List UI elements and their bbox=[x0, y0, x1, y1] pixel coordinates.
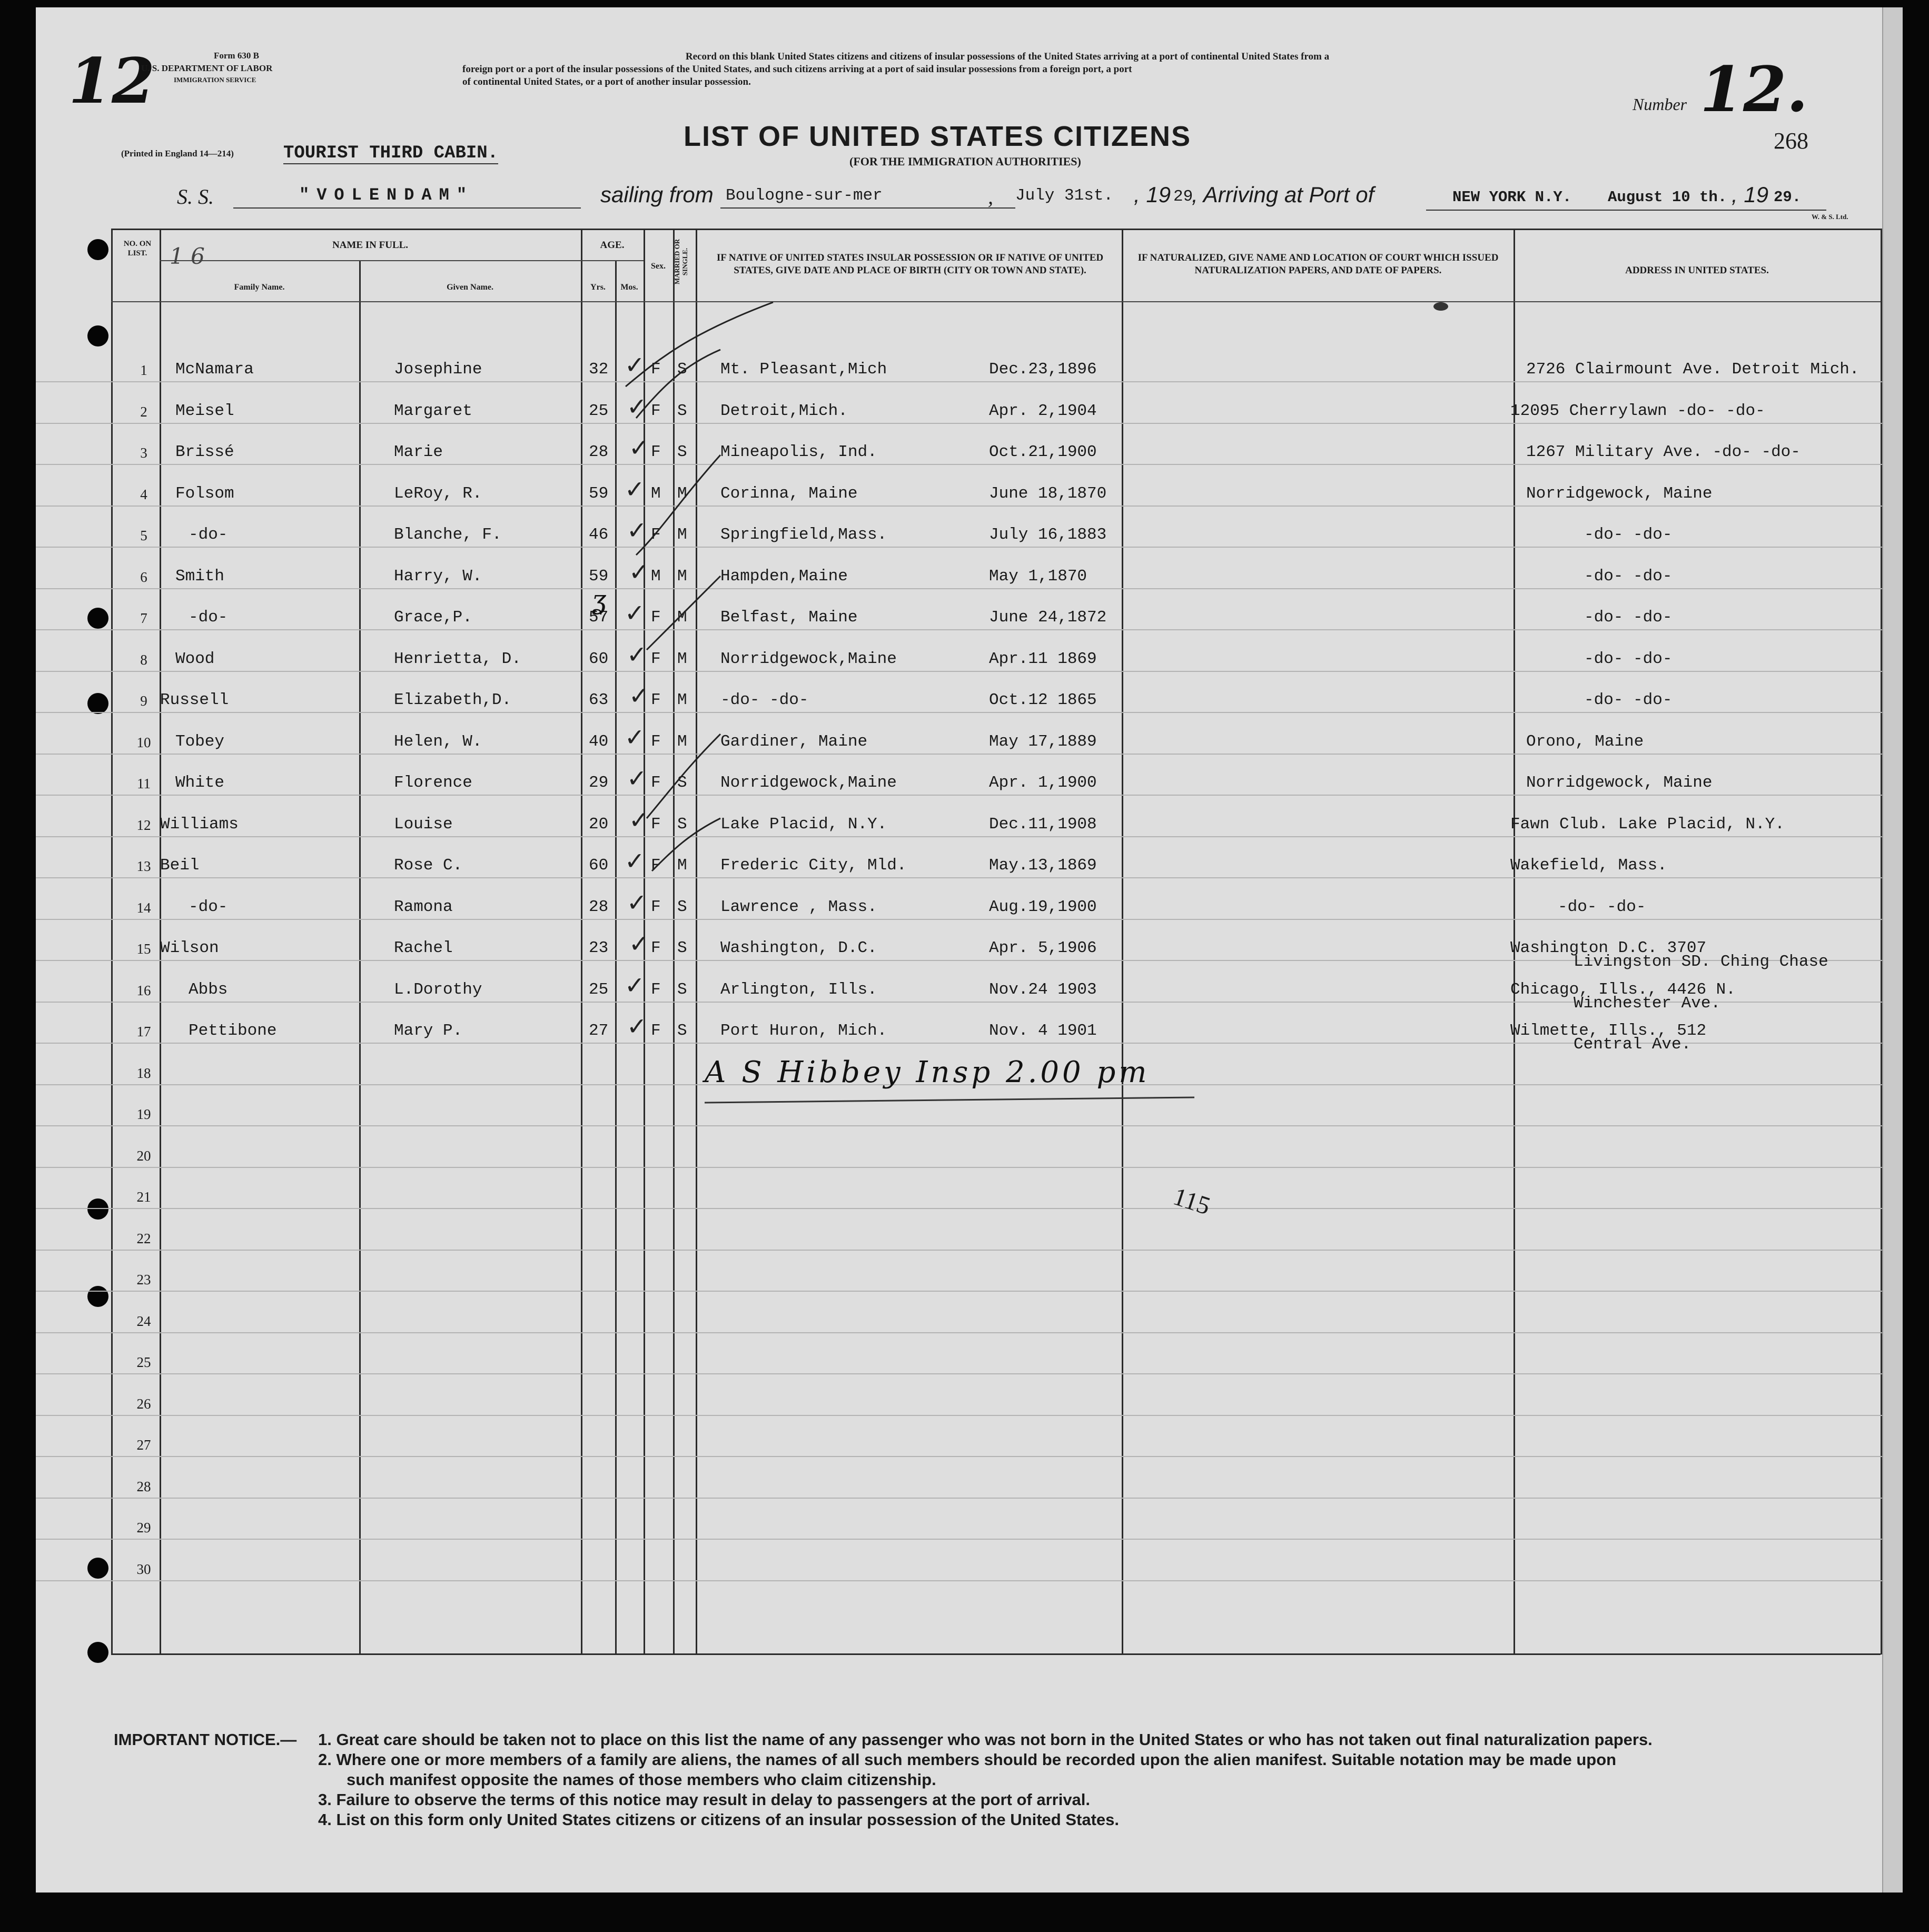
sex: F bbox=[651, 526, 661, 544]
birth-place: Mineapolis, Ind. bbox=[720, 443, 877, 461]
birth-date: Nov.24 1903 bbox=[989, 980, 1097, 999]
year-prefix: , 19 bbox=[1134, 182, 1171, 207]
birth-date: Apr.11 1869 bbox=[989, 649, 1097, 668]
row-number: 8 bbox=[140, 651, 147, 668]
header-sex: Sex. bbox=[651, 262, 666, 271]
check-mark: ✓ bbox=[627, 516, 647, 544]
row-rule bbox=[36, 919, 1903, 920]
header-mos: Mos. bbox=[620, 283, 638, 292]
arrival-date: August 10 th. bbox=[1608, 189, 1727, 206]
check-mark: ✓ bbox=[629, 557, 649, 586]
age-years: 46 bbox=[589, 526, 609, 544]
notice-item-2b: such manifest opposite the names of those members who claim citizenship. bbox=[347, 1770, 936, 1789]
birth-place: Mt. Pleasant,Mich bbox=[720, 360, 887, 379]
marital-status: M bbox=[677, 526, 687, 544]
row-number: 23 bbox=[136, 1272, 151, 1287]
age-years: 60 bbox=[589, 856, 609, 875]
row-number: 26 bbox=[136, 1395, 151, 1412]
age-years: 28 bbox=[589, 897, 609, 916]
check-mark: ✓ bbox=[625, 847, 645, 875]
check-mark: ✓ bbox=[625, 599, 645, 627]
departure-date: July 31st. bbox=[1015, 186, 1114, 205]
birth-place: Norridgewock,Maine bbox=[720, 774, 897, 792]
given-name: Elizabeth,D. bbox=[394, 691, 512, 709]
punch-hole bbox=[87, 1642, 108, 1663]
family-name: Williams bbox=[160, 815, 239, 834]
row-rule bbox=[36, 1250, 1903, 1251]
row-rule bbox=[36, 1167, 1903, 1168]
address: -do- -do- bbox=[1584, 526, 1673, 544]
cabin-class: TOURIST THIRD CABIN. bbox=[283, 143, 499, 163]
header-bottom-line bbox=[111, 301, 1881, 302]
header-naturalized: IF NATURALIZED, GIVE NAME AND LOCATION OF COURT WHICH ISSUED NATURALIZATION PAPERS, AND DATE OF PAPERS. bbox=[1137, 252, 1499, 276]
birth-date: July 16,1883 bbox=[989, 526, 1107, 544]
given-name: Grace,P. bbox=[394, 608, 472, 627]
page-subtitle: (FOR THE IMMIGRATION AUTHORITIES) bbox=[849, 155, 1081, 168]
punch-hole bbox=[87, 1558, 108, 1579]
sex: F bbox=[651, 443, 661, 461]
page-number-handwritten: 12 bbox=[68, 44, 155, 117]
check-mark: ✓ bbox=[625, 722, 645, 751]
stamp-number: 268 bbox=[1774, 128, 1808, 154]
age-years: 32 bbox=[589, 360, 609, 379]
check-mark: ✓ bbox=[625, 351, 645, 379]
bracket-mark: ʓ bbox=[591, 584, 607, 615]
row-rule bbox=[36, 423, 1903, 424]
given-name: Henrietta, D. bbox=[394, 649, 521, 668]
age-years: 60 bbox=[589, 649, 609, 668]
given-name: L.Dorothy bbox=[394, 980, 482, 999]
family-name: -do- bbox=[189, 897, 228, 916]
birth-place: Hampden,Maine bbox=[720, 567, 848, 586]
age-years: 28 bbox=[589, 443, 609, 461]
notice-item-3: 3. Failure to observe the terms of this notice may result in delay to passengers at the port of arrival. bbox=[318, 1790, 1091, 1809]
row-rule bbox=[36, 1539, 1903, 1540]
sex: M bbox=[651, 484, 661, 503]
check-mark: ✓ bbox=[625, 474, 645, 503]
birth-place: Frederic City, Mld. bbox=[720, 856, 907, 875]
ship-underline bbox=[233, 207, 581, 209]
row-number: 12 bbox=[136, 817, 151, 833]
header-no: NO. ON LIST. bbox=[123, 240, 152, 257]
year-value: 29 bbox=[1173, 187, 1193, 206]
inspector-signature: A S Hibbey Insp 2.00 pm bbox=[705, 1055, 1150, 1089]
punch-hole bbox=[87, 1286, 108, 1307]
row-rule bbox=[36, 671, 1903, 672]
instruction-line: foreign port or a port of the insular possessions of the United States, and such citizens arriving at a port of said insular possessions from a foreign port, a port bbox=[462, 64, 1132, 75]
row-number: 18 bbox=[136, 1065, 151, 1081]
row-rule bbox=[36, 381, 1903, 382]
row-number: 6 bbox=[140, 569, 147, 585]
row-rule bbox=[36, 877, 1903, 878]
sailing-label: sailing from bbox=[600, 182, 714, 207]
marital-status: S bbox=[677, 980, 687, 999]
col-line bbox=[359, 260, 361, 1654]
birth-date: Apr. 1,1900 bbox=[989, 774, 1097, 792]
marital-status: S bbox=[677, 939, 687, 957]
row-rule bbox=[36, 1373, 1903, 1374]
birth-place: Lawrence , Mass. bbox=[720, 897, 877, 916]
birth-place: Springfield,Mass. bbox=[720, 526, 887, 544]
sex: F bbox=[651, 1022, 661, 1040]
marital-status: S bbox=[677, 774, 687, 792]
punch-hole bbox=[87, 1198, 108, 1220]
row-rule bbox=[36, 712, 1903, 713]
sex: F bbox=[651, 401, 661, 420]
number-label: Number bbox=[1633, 95, 1687, 114]
given-name: Rachel bbox=[394, 939, 453, 957]
check-mark: ✓ bbox=[629, 433, 649, 462]
header-name: NAME IN FULL. bbox=[332, 240, 409, 251]
row-number: 10 bbox=[136, 734, 151, 750]
marital-status: S bbox=[677, 1022, 687, 1040]
header-given: Given Name. bbox=[447, 283, 493, 292]
row-number: 29 bbox=[136, 1520, 151, 1535]
row-number: 5 bbox=[140, 528, 147, 543]
page-title: LIST OF UNITED STATES CITIZENS bbox=[684, 121, 1191, 152]
given-name: Blanche, F. bbox=[394, 526, 502, 544]
header-family: Family Name. bbox=[234, 283, 285, 292]
row-number: 25 bbox=[136, 1354, 151, 1370]
marital-status: S bbox=[677, 360, 687, 379]
sex: F bbox=[651, 897, 661, 916]
birth-date: Nov. 4 1901 bbox=[989, 1022, 1097, 1040]
address: -do- -do- bbox=[1584, 567, 1673, 586]
col-line bbox=[1122, 229, 1123, 1654]
age-years: 27 bbox=[589, 1022, 609, 1040]
marital-status: M bbox=[677, 732, 687, 751]
table-bottom-border bbox=[111, 1653, 1881, 1655]
instruction-line: of continental United States, or a port of another insular possession. bbox=[462, 76, 751, 87]
row-rule bbox=[36, 588, 1903, 589]
age-years: 59 bbox=[589, 484, 609, 503]
row-number: 30 bbox=[136, 1561, 151, 1577]
address: -do- -do- bbox=[1584, 691, 1673, 709]
age-years: 25 bbox=[589, 980, 609, 999]
address: Orono, Maine bbox=[1526, 732, 1644, 751]
sex: F bbox=[651, 608, 661, 627]
marital-status: M bbox=[677, 856, 687, 875]
birth-place: Detroit,Mich. bbox=[720, 401, 848, 420]
family-name: Wilson bbox=[160, 939, 219, 957]
row-number: 3 bbox=[140, 445, 147, 461]
birth-date: Apr. 5,1906 bbox=[989, 939, 1097, 957]
family-name: Tobey bbox=[175, 732, 225, 751]
address-line2: Winchester Ave. bbox=[1574, 994, 1721, 1013]
age-subheader-line bbox=[581, 260, 644, 261]
punch-hole bbox=[87, 239, 108, 260]
notice-item-2: 2. Where one or more members of a family are aliens, the names of all such members should be recorded upon the alien manifest. Suitable notation may be made upon bbox=[318, 1750, 1617, 1769]
printed-note: (Printed in England 14—214) bbox=[121, 148, 234, 158]
address-line2: Livingston SD. Ching Chase bbox=[1574, 953, 1828, 971]
sex: F bbox=[651, 649, 661, 668]
given-name: Louise bbox=[394, 815, 453, 834]
sex: F bbox=[651, 360, 661, 379]
table-top-border bbox=[111, 229, 1881, 230]
punch-hole bbox=[87, 608, 108, 629]
check-mark: ✓ bbox=[629, 805, 649, 834]
age-years: 25 bbox=[589, 401, 609, 420]
given-name: LeRoy, R. bbox=[394, 484, 482, 503]
given-name: Florence bbox=[394, 774, 472, 792]
manifest-sheet bbox=[36, 7, 1903, 1893]
row-number: 17 bbox=[136, 1024, 151, 1039]
birth-place: Corinna, Maine bbox=[720, 484, 858, 503]
instruction-line: Record on this blank United States citizens and citizens of insular possessions of the United States arriving at a port of continental United States from a bbox=[685, 51, 1330, 62]
birth-date: Oct.21,1900 bbox=[989, 443, 1097, 461]
right-margin bbox=[1882, 7, 1903, 1893]
row-number: 2 bbox=[140, 403, 147, 420]
row-rule bbox=[36, 1580, 1903, 1581]
birth-place: Norridgewock,Maine bbox=[720, 649, 897, 668]
marital-status: M bbox=[677, 691, 687, 709]
row-number: 14 bbox=[136, 899, 151, 916]
family-name: Brissé bbox=[175, 443, 234, 461]
row-number: 4 bbox=[140, 486, 147, 502]
address: -do- -do- bbox=[1584, 649, 1673, 668]
row-rule bbox=[36, 754, 1903, 755]
family-name: Pettibone bbox=[189, 1022, 277, 1040]
year-prefix-2: , 19 bbox=[1732, 182, 1769, 207]
family-name: McNamara bbox=[175, 360, 254, 379]
ship-name: "VOLENDAM" bbox=[299, 185, 474, 205]
sex: F bbox=[651, 939, 661, 957]
birth-date: Dec.11,1908 bbox=[989, 815, 1097, 834]
age-years: 20 bbox=[589, 815, 609, 834]
address: Wilmette, Ills., 512 bbox=[1510, 1022, 1707, 1040]
birth-place: Lake Placid, N.Y. bbox=[720, 815, 887, 834]
birth-date: May 17,1889 bbox=[989, 732, 1097, 751]
family-name: -do- bbox=[189, 526, 228, 544]
row-number: 21 bbox=[136, 1189, 151, 1205]
address: -do- -do- bbox=[1584, 608, 1673, 627]
service: IMMIGRATION SERVICE bbox=[174, 76, 256, 84]
age-years: 57 bbox=[589, 608, 609, 627]
family-name: Beil bbox=[160, 856, 200, 875]
row-number: 16 bbox=[136, 982, 151, 998]
given-name: Rose C. bbox=[394, 856, 463, 875]
row-rule bbox=[36, 1498, 1903, 1499]
check-mark: ✓ bbox=[627, 888, 647, 917]
row-number: 15 bbox=[136, 941, 151, 957]
check-mark: ✓ bbox=[627, 640, 647, 669]
age-years: 40 bbox=[589, 732, 609, 751]
department: U. S. DEPARTMENT OF LABOR bbox=[141, 63, 273, 73]
year-value-2: 29. bbox=[1774, 189, 1802, 206]
from-port: Boulogne-sur-mer bbox=[726, 186, 883, 205]
row-number: 24 bbox=[136, 1313, 151, 1329]
row-number: 7 bbox=[140, 610, 147, 626]
birth-date: Oct.12 1865 bbox=[989, 691, 1097, 709]
marital-status: M bbox=[677, 567, 687, 586]
birth-place: Gardiner, Maine bbox=[720, 732, 868, 751]
row-rule bbox=[36, 1208, 1903, 1209]
marital-status: M bbox=[677, 608, 687, 627]
row-rule bbox=[36, 1291, 1903, 1292]
check-mark: ✓ bbox=[627, 764, 647, 792]
row-number: 22 bbox=[136, 1230, 151, 1246]
name-subheader-line bbox=[160, 260, 581, 261]
row-number: 1 bbox=[140, 362, 147, 378]
address: Norridgewock, Maine bbox=[1526, 774, 1713, 792]
row-rule bbox=[36, 795, 1903, 796]
check-mark: ✓ bbox=[627, 1012, 647, 1041]
row-number: 9 bbox=[140, 693, 147, 709]
birth-date: Aug.19,1900 bbox=[989, 897, 1097, 916]
birth-date: June 18,1870 bbox=[989, 484, 1107, 503]
sex: F bbox=[651, 980, 661, 999]
birth-date: May 1,1870 bbox=[989, 567, 1087, 586]
family-name: Wood bbox=[175, 649, 215, 668]
arrival-underline bbox=[1426, 210, 1826, 211]
given-name: Harry, W. bbox=[394, 567, 482, 586]
check-mark: ✓ bbox=[627, 392, 647, 421]
address: Norridgewock, Maine bbox=[1526, 484, 1713, 503]
address: 1267 Military Ave. -do- -do- bbox=[1526, 443, 1801, 461]
notice-item-4: 4. List on this form only United States citizens or citizens of an insular possession of the United States. bbox=[318, 1810, 1119, 1829]
check-mark: ✓ bbox=[629, 929, 649, 958]
birth-place: Port Huron, Mich. bbox=[720, 1022, 887, 1040]
family-name: Folsom bbox=[175, 484, 234, 503]
sex: F bbox=[651, 856, 661, 875]
birth-place: Belfast, Maine bbox=[720, 608, 858, 627]
notice-label: IMPORTANT NOTICE.— bbox=[114, 1730, 297, 1749]
printer-mark: W. & S. Ltd. bbox=[1812, 213, 1848, 221]
age-years: 59 bbox=[589, 567, 609, 586]
family-name: Smith bbox=[175, 567, 225, 586]
header-age: AGE. bbox=[600, 240, 625, 251]
ss-label: S. S. bbox=[177, 185, 214, 209]
row-rule bbox=[36, 1456, 1903, 1457]
marital-status: S bbox=[677, 401, 687, 420]
address: -do- -do- bbox=[1558, 897, 1646, 916]
birth-date: Apr. 2,1904 bbox=[989, 401, 1097, 420]
row-rule bbox=[36, 836, 1903, 837]
row-rule bbox=[36, 1125, 1903, 1126]
sex: F bbox=[651, 732, 661, 751]
form-number: Form 630 B bbox=[214, 51, 259, 61]
header-birth: IF NATIVE OF UNITED STATES INSULAR POSSESSION OR IF NATIVE OF UNITED STATES, GIVE DATE AND PLACE OF BIRTH (CITY OR TOWN AND STATE). bbox=[716, 252, 1104, 276]
from-underline bbox=[720, 207, 1015, 209]
birth-date: June 24,1872 bbox=[989, 608, 1107, 627]
marital-status: M bbox=[677, 484, 687, 503]
header-yrs: Yrs. bbox=[590, 283, 606, 292]
given-name: Margaret bbox=[394, 401, 472, 420]
address: Fawn Club. Lake Placid, N.Y. bbox=[1510, 815, 1785, 834]
address: Wakefield, Mass. bbox=[1510, 856, 1667, 875]
family-name: Russell bbox=[160, 691, 229, 709]
birth-place: Arlington, Ills. bbox=[720, 980, 877, 999]
birth-place: -do- -do- bbox=[720, 691, 809, 709]
col-line bbox=[581, 229, 582, 1654]
row-number: 27 bbox=[136, 1437, 151, 1453]
marital-status: S bbox=[677, 443, 687, 461]
number-value: 12. bbox=[1700, 53, 1808, 126]
row-rule bbox=[36, 547, 1903, 548]
age-years: 23 bbox=[589, 939, 609, 957]
check-mark: ✓ bbox=[629, 681, 649, 710]
age-years: 29 bbox=[589, 774, 609, 792]
given-name: Ramona bbox=[394, 897, 453, 916]
row-number: 13 bbox=[136, 858, 151, 874]
sex: F bbox=[651, 815, 661, 834]
birth-place: Washington, D.C. bbox=[720, 939, 877, 957]
family-name: Abbs bbox=[189, 980, 228, 999]
arriving-label: , Arriving at Port of bbox=[1192, 182, 1374, 207]
row-number: 28 bbox=[136, 1478, 151, 1494]
birth-date: May.13,1869 bbox=[989, 856, 1097, 875]
row-number: 20 bbox=[136, 1147, 151, 1164]
punch-hole bbox=[87, 693, 108, 714]
sex: F bbox=[651, 691, 661, 709]
col-line bbox=[111, 229, 113, 1654]
comma: , bbox=[988, 185, 993, 209]
family-name: Meisel bbox=[175, 401, 234, 420]
row-rule bbox=[36, 1332, 1903, 1333]
handwritten-strokes bbox=[615, 281, 805, 1071]
address: 12095 Cherrylawn -do- -do- bbox=[1510, 401, 1765, 420]
row-rule bbox=[36, 506, 1903, 507]
address: Washington D.C. 3707 bbox=[1510, 939, 1707, 957]
given-name: Marie bbox=[394, 443, 443, 461]
arrival-port: NEW YORK N.Y. bbox=[1452, 189, 1572, 206]
given-name: Mary P. bbox=[394, 1022, 463, 1040]
header-marital: MARRIED OR SINGLE. bbox=[673, 239, 689, 285]
address: 2726 Clairmount Ave. Detroit Mich. bbox=[1526, 360, 1859, 379]
signature-underline bbox=[699, 1092, 1194, 1113]
punch-hole bbox=[87, 325, 108, 346]
age-years: 63 bbox=[589, 691, 609, 709]
stamp-115: 115 bbox=[1170, 1182, 1214, 1221]
family-name: -do- bbox=[189, 608, 228, 627]
row-number: 19 bbox=[136, 1106, 151, 1122]
marital-status: M bbox=[677, 649, 687, 668]
check-mark: ✓ bbox=[625, 970, 645, 999]
instructions bbox=[462, 51, 1552, 88]
header-address: ADDRESS IN UNITED STATES. bbox=[1625, 265, 1769, 276]
ink-blot bbox=[1433, 302, 1448, 311]
row-rule bbox=[36, 629, 1903, 630]
marital-status: S bbox=[677, 897, 687, 916]
notice-item-1: 1. Great care should be taken not to place on this list the name of any passenger who was not born in the United States or who has not taken out final naturalization papers. bbox=[318, 1730, 1653, 1749]
birth-date: Dec.23,1896 bbox=[989, 360, 1097, 379]
row-rule bbox=[36, 1415, 1903, 1416]
given-name: Helen, W. bbox=[394, 732, 482, 751]
given-name: Josephine bbox=[394, 360, 482, 379]
header-scribble: 1 6 bbox=[170, 243, 205, 269]
row-rule bbox=[36, 464, 1903, 465]
sex: F bbox=[651, 774, 661, 792]
family-name: White bbox=[175, 774, 225, 792]
address-line2: Central Ave. bbox=[1574, 1035, 1691, 1054]
address: Chicago, Ills., 4426 N. bbox=[1510, 980, 1736, 999]
row-number: 11 bbox=[137, 776, 151, 791]
sex: M bbox=[651, 567, 661, 586]
marital-status: S bbox=[677, 815, 687, 834]
